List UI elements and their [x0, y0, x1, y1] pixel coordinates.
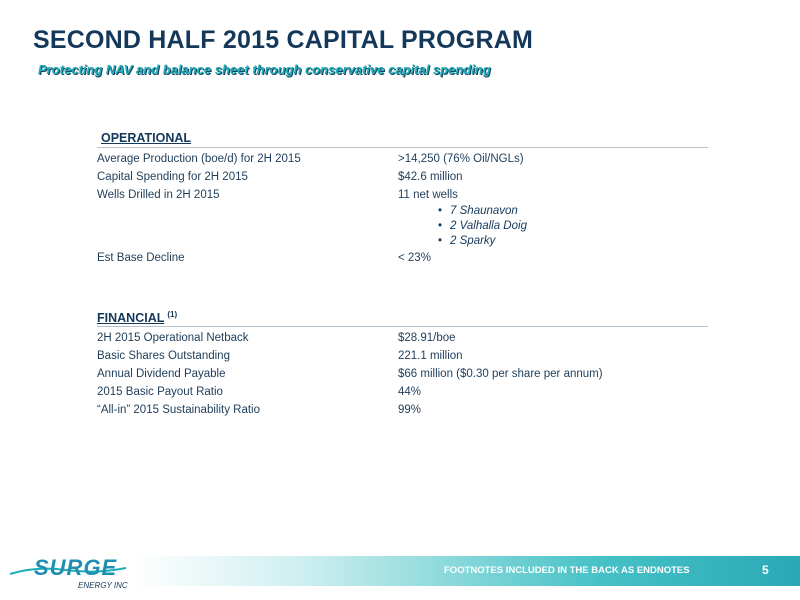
page-subtitle: Protecting NAV and balance sheet through conservative capital spending	[38, 62, 491, 77]
financial-heading-wrap	[97, 310, 708, 326]
table-row	[97, 249, 708, 267]
table-row	[97, 365, 708, 383]
table-row	[97, 168, 708, 186]
table-row	[97, 383, 708, 401]
row-label: Annual Dividend Payable	[97, 368, 226, 380]
row-value: 11 net wells	[398, 189, 458, 201]
row-value: 99%	[398, 404, 422, 416]
row-label: Wells Drilled in 2H 2015	[97, 189, 220, 201]
table-row	[97, 401, 708, 419]
row-label: “All-in” 2015 Sustainability Ratio	[97, 404, 260, 416]
row-label: Capital Spending for 2H 2015	[97, 171, 248, 183]
footnote-marker: (1)	[167, 310, 178, 319]
operational-section	[97, 131, 708, 267]
row-label: Est Base Decline	[97, 252, 185, 264]
row-value: 221.1 million	[398, 350, 463, 362]
financial-section	[97, 310, 708, 419]
row-value: >14,250 (76% Oil/NGLs)	[398, 153, 524, 165]
row-value: < 23%	[398, 252, 431, 264]
row-value: $42.6 million	[398, 171, 463, 183]
row-value: $28.91/boe	[398, 332, 456, 344]
logo-wordmark: SURGE	[34, 555, 118, 580]
list-item: • 2 Valhalla Doig	[438, 219, 527, 234]
list-item: • 2 Sparky	[438, 234, 527, 249]
operational-heading: OPERATIONAL	[101, 131, 192, 145]
table-row	[97, 150, 708, 168]
row-label: Average Production (boe/d) for 2H 2015	[97, 153, 301, 165]
table-row	[97, 347, 708, 365]
financial-heading: FINANCIAL	[97, 311, 165, 325]
table-row	[97, 186, 708, 204]
row-value: 44%	[398, 386, 422, 398]
logo-tagline: ENERGY INC	[78, 581, 128, 590]
list-item: • 7 Shaunavon	[438, 204, 527, 219]
row-label: 2H 2015 Operational Netback	[97, 332, 249, 344]
table-row	[97, 329, 708, 347]
operational-divider	[97, 147, 708, 148]
row-label: 2015 Basic Payout Ratio	[97, 386, 223, 398]
row-value: $66 million ($0.30 per share per annum)	[398, 368, 603, 380]
row-label: Basic Shares Outstanding	[97, 350, 230, 362]
surge-logo	[6, 548, 130, 592]
wells-breakdown	[97, 204, 708, 249]
footer-note: FOOTNOTES INCLUDED IN THE BACK AS ENDNOTES	[444, 565, 690, 576]
financial-divider	[97, 326, 708, 327]
page-title: SECOND HALF 2015 CAPITAL PROGRAM	[33, 26, 533, 54]
page-number: 5	[762, 563, 769, 577]
